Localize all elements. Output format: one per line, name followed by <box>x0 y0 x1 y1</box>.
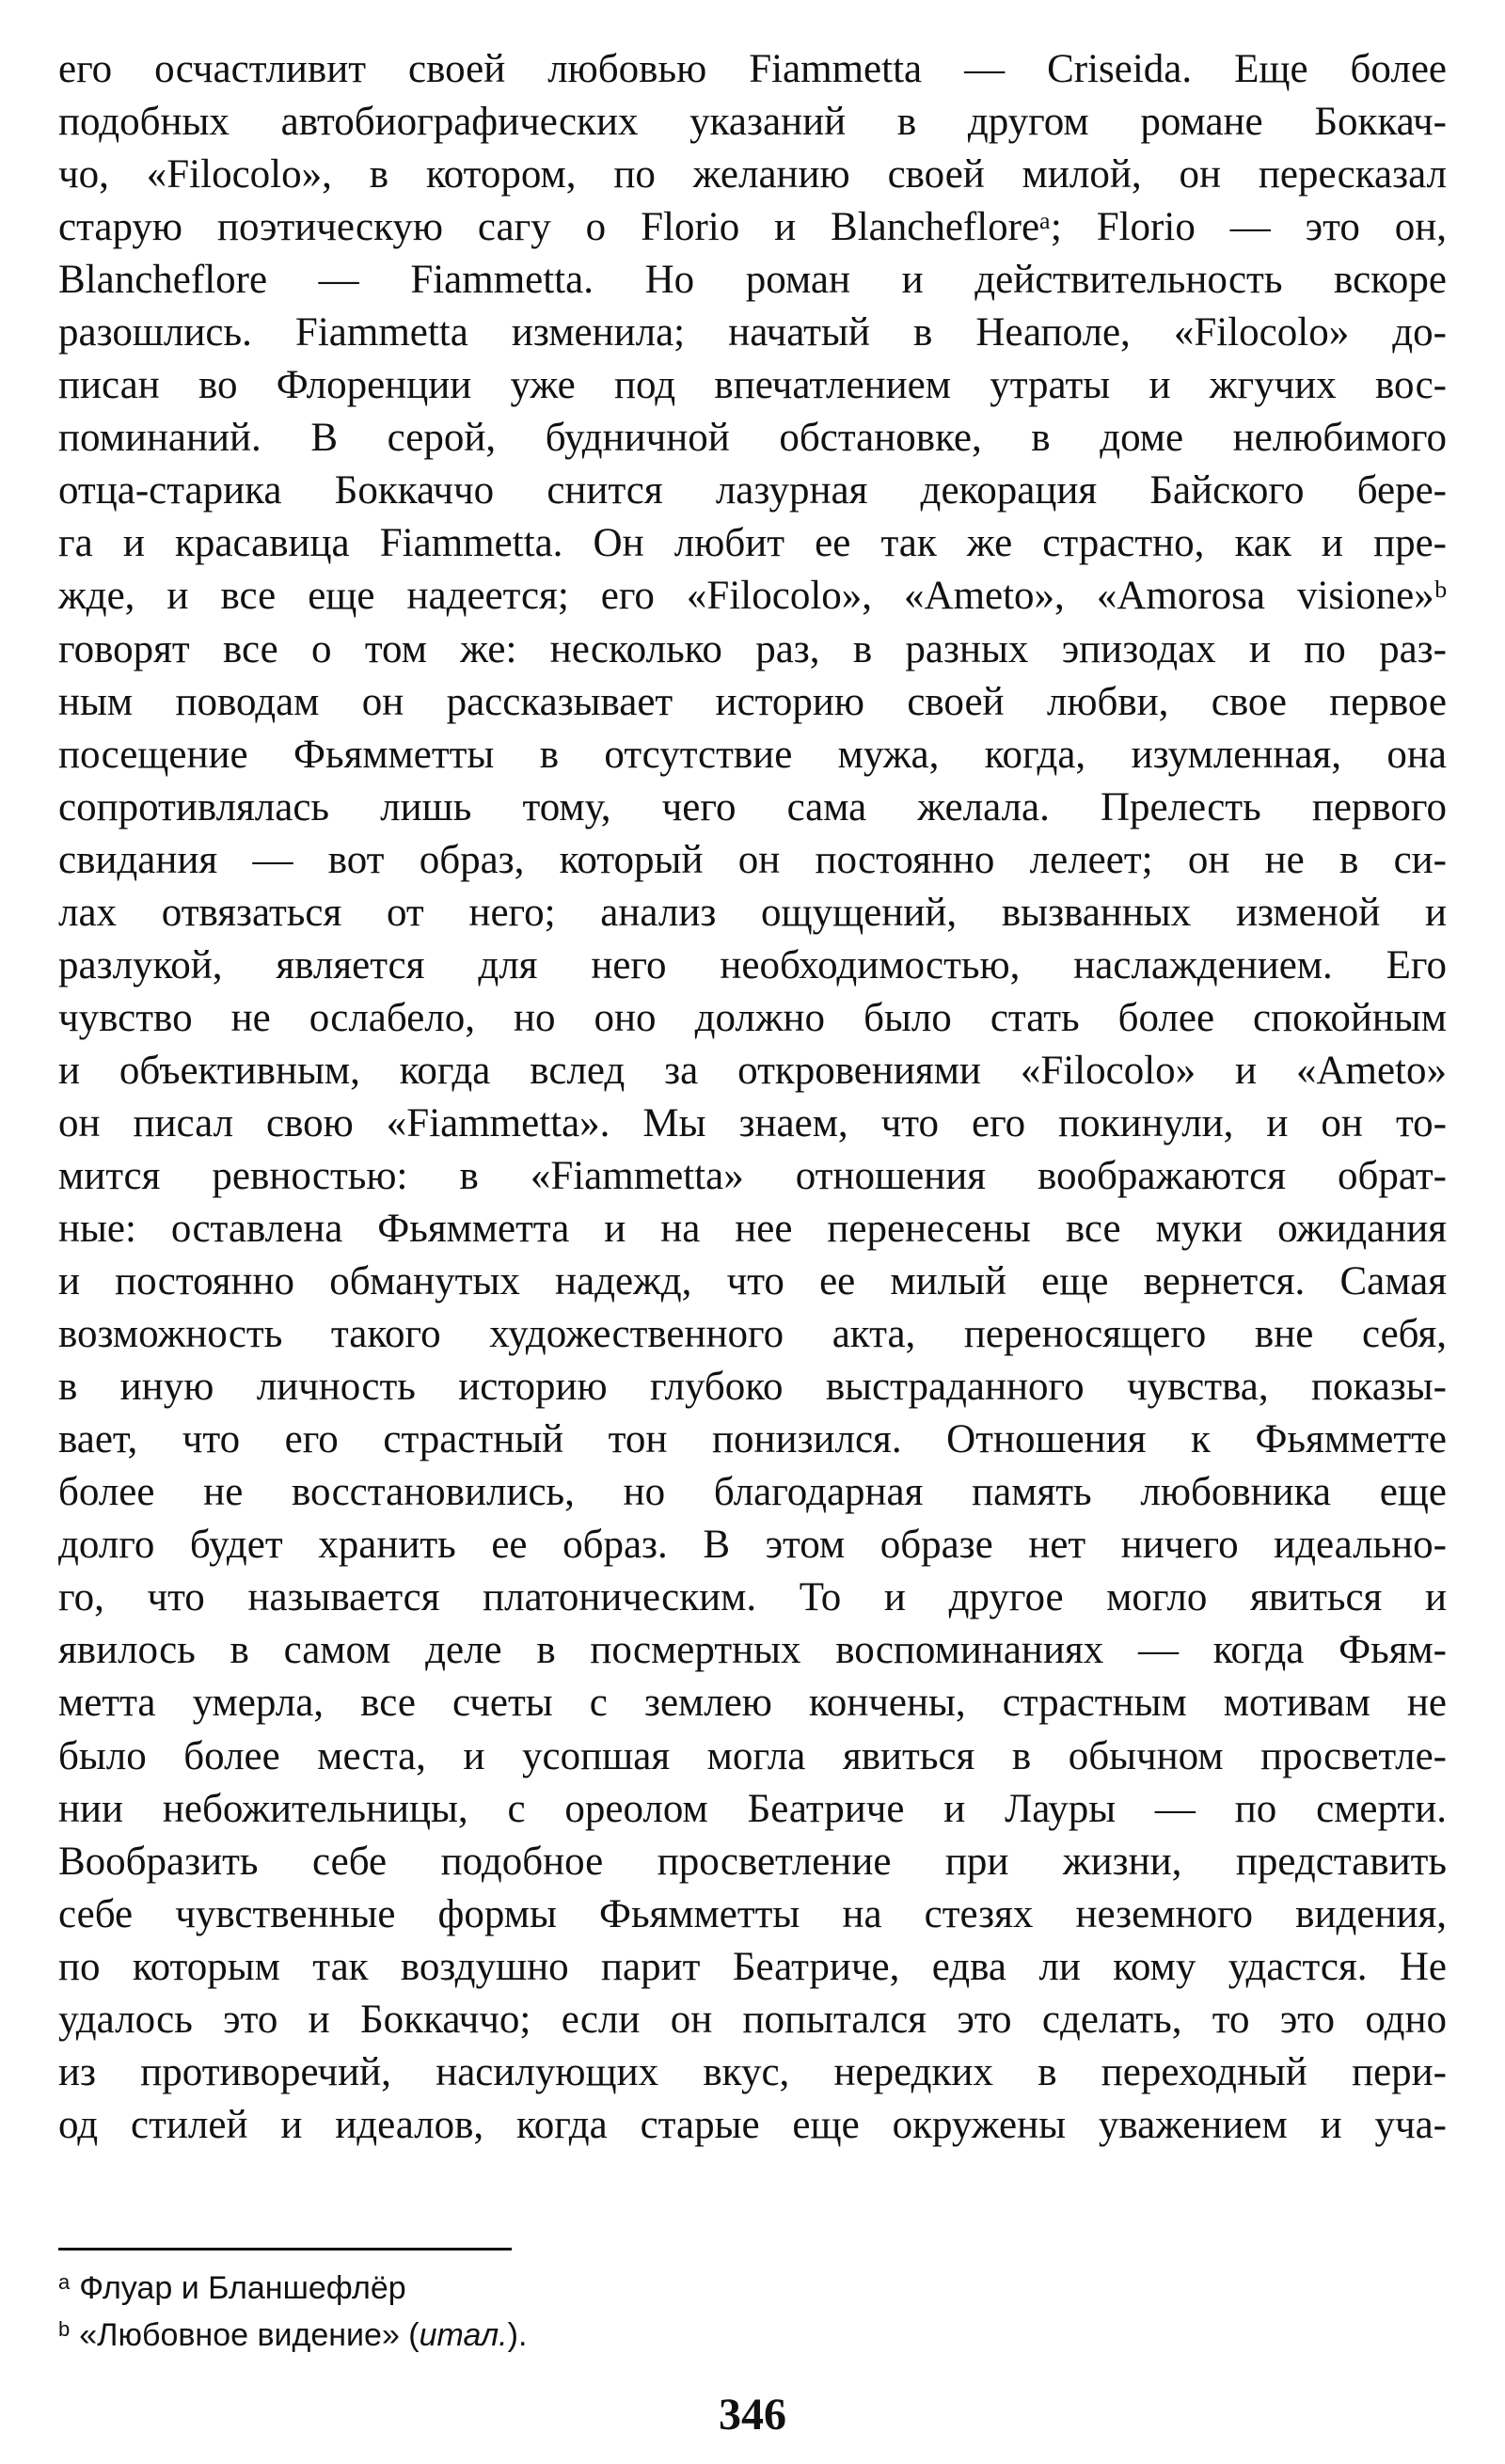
footnote-b-text: «Любовное видение» ( <box>79 2317 420 2353</box>
text-line: он писал свою «Fiammetta». Мы знаем, что его покинули, и он то- <box>58 1100 1447 1145</box>
text-line: писан во Флоренции уже под впечатлением утраты и жгучих вос- <box>58 363 1447 408</box>
text-line: и постоянно обманутых надежд, что ее милый еще вернется. Самая <box>58 1259 1447 1304</box>
text-line: поминаний. В серой, будничной обстановке, в доме нелюбимого <box>58 416 1447 461</box>
text-line: его осчастливит своей любовью Fiammetta — Criseida. Еще более <box>58 47 1447 91</box>
text-line: удалось это и Боккаччо; если он попытался это сделать, то это одно <box>58 1997 1447 2042</box>
text-line: сопротивлялась лишь тому, чего сама желала. Прелесть первого <box>58 784 1447 829</box>
page-number: 346 <box>719 2390 786 2440</box>
text-line: нии небожительницы, с ореолом Беатриче и Лауры — по смерти. <box>58 1786 1447 1831</box>
text-line: ным поводам он рассказывает историю своей любви, свое первое <box>58 679 1447 724</box>
text-line: га и красавица Fiammetta. Он любит ее так же страстно, как и пре- <box>58 521 1447 566</box>
text-line: явилось в самом деле в посмертных воспоминаниях — когда Фьям- <box>58 1628 1447 1673</box>
text-line: мится ревностью: в «Fiammetta» отношения воображаются обрат- <box>58 1153 1447 1198</box>
text-line: посещение Фьямметты в отсутствие мужа, когда, изумленная, она <box>58 732 1447 777</box>
text-line: чувство не ослабело, но оно должно было стать более спокойным <box>58 995 1447 1040</box>
text-line: долго будет хранить ее образ. В этом образе нет ничего идеально- <box>58 1523 1447 1568</box>
text-line: отца-старика Боккаччо снится лазурная декорация Байского бере- <box>58 468 1447 513</box>
text-line: возможность такого художественного акта, переносящего вне себя, <box>58 1312 1447 1357</box>
footnote-b <box>58 2306 999 2353</box>
text-line: го, что называется платоническим. То и другое могло явиться и <box>58 1575 1447 1620</box>
text-line: было более места, и усопшая могла явиться в обычном просветле- <box>58 1733 1447 1778</box>
footnote-a <box>58 2259 999 2306</box>
text-line: од стилей и идеалов, когда старые еще окружены уважением и уча- <box>58 2102 1447 2147</box>
text-line: по которым так воздушно парит Беатриче, едва ли кому удастся. Не <box>58 1944 1447 1989</box>
text-line: чо, «Filocolo», в котором, по желанию своей милой, он пересказал <box>58 152 1447 197</box>
text-line: подобных автобиографических указаний в другом романе Боккач- <box>58 100 1447 145</box>
text-line: Вообразить себе подобное просветление при жизни, представить <box>58 1839 1447 1884</box>
footnote-b-close: ). <box>507 2317 528 2353</box>
text-line: лах отвязаться от него; анализ ощущений, вызванных изменой и <box>58 890 1447 935</box>
text-line: жде, и все еще надеется; его «Filocolo», «Ameto», «Amorosa visione»ᵇ <box>58 574 1447 619</box>
text-line: и объективным, когда вслед за откровениями «Filocolo» и «Ameto» <box>58 1048 1447 1093</box>
footnote-a-text: Флуар и Бланшефлёр <box>79 2270 406 2306</box>
text-line: более не восстановились, но благодарная память любовника еще <box>58 1470 1447 1515</box>
text-line: говорят все о том же: несколько раз, в разных эпизодах и по раз- <box>58 626 1447 671</box>
footnote-divider <box>58 2248 512 2251</box>
text-line: свидания — вот образ, который он постоянно лелеет; он не в си- <box>58 837 1447 882</box>
text-line: разлукой, является для него необходимостью, наслаждением. Его <box>58 942 1447 987</box>
text-line: старую поэтическую сагу о Florio и Blanchefloreᵃ; Florio — это он, <box>58 205 1447 250</box>
text-line: в иную личность историю глубоко выстраданного чувства, показы- <box>58 1365 1447 1410</box>
footnote-a-mark: a <box>58 2270 71 2294</box>
text-line: метта умерла, все счеты с землею кончены, страстным мотивам не <box>58 1681 1447 1726</box>
footnotes <box>58 2259 999 2353</box>
footnote-b-language: итал. <box>419 2317 508 2353</box>
text-line: вает, что его страстный тон понизился. Отношения к Фьямметте <box>58 1417 1447 1462</box>
body-text <box>58 43 1447 2152</box>
footnote-b-mark: b <box>58 2317 71 2341</box>
text-line: Blancheflore — Fiammetta. Но роман и действительность вскоре <box>58 258 1447 303</box>
text-line: разошлись. Fiammetta изменила; начатый в Неаполе, «Filocolo» до- <box>58 310 1447 355</box>
text-line: ные: оставлена Фьямметта и на нее перенесены все муки ожидания <box>58 1207 1447 1252</box>
text-line: себе чувственные формы Фьямметты на стезях неземного видения, <box>58 1891 1447 1936</box>
text-line: из противоречий, насилующих вкус, нередких в переходный пери- <box>58 2049 1447 2094</box>
